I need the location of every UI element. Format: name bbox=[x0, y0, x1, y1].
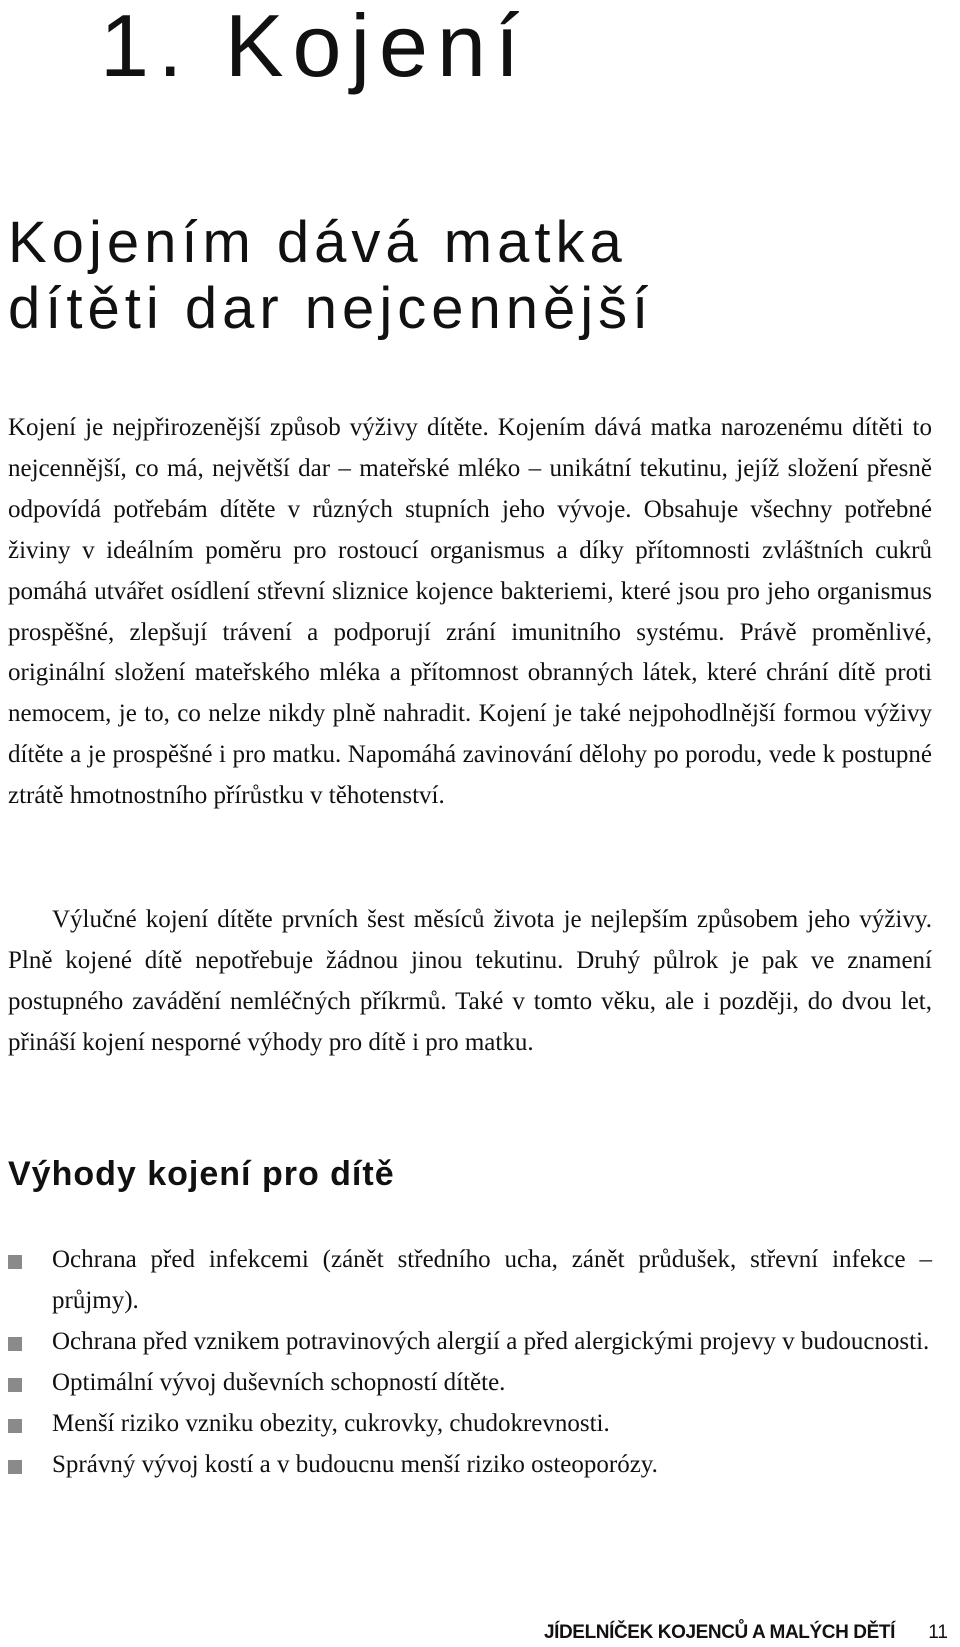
book-title: JÍDELNÍČEK KOJENCŮ A MALÝCH DĚTÍ bbox=[543, 1622, 895, 1643]
section-title bbox=[8, 210, 653, 342]
page-footer bbox=[544, 1621, 948, 1645]
section-title-line-2: dítěti dar nejcennější bbox=[8, 276, 654, 341]
list-item bbox=[8, 1322, 932, 1363]
intro-paragraph: Kojení je nejpřirozenější způsob výživy dítěte. Kojením dává matka narozenému dítěti to nejcennější, co má, největší dar – mateřské mléko – unikátní tekutinu, jejíž složení přesně odpovídá potřebám dítěte v různých stupních jeho vývoje. Obsahuje všechny potřebné živiny v ideálním poměru pro rostoucí organismus a díky přítomnosti zvláštních cukrů pomáhá utvářet osídlení střevní sliznice kojence bakteriemi, které jsou pro jeho organismus prospěšné, zlepšují trávení a podporují zrání imunitního systému. Právě proměnlivé, originální složení mateřského mléka a přítomnost obranných látek, které chrání dítě proti nemocem, je to, co nelze nikdy plně nahradit. Kojení je také nejpohodlnější formou výživy dítěte a je prospěšné i pro matku. Napomáhá zavinování dělohy po porodu, vede k postupné ztrátě hmotnostního přírůstku v těhotenství. bbox=[8, 414, 932, 810]
chapter-title: 1. Kojení bbox=[100, 0, 529, 95]
benefits-list bbox=[8, 1240, 932, 1485]
list-item-text: Optimální vývoj duševních schopností dítěte. bbox=[52, 1368, 506, 1396]
list-item-text: Správný vývoj kostí a v budoucnu menší riziko osteoporózy. bbox=[52, 1450, 658, 1478]
list-item bbox=[8, 1445, 932, 1486]
list-item-text: Ochrana před vznikem potravinových alergií a před alergickými projevy v budoucnosti. bbox=[52, 1327, 930, 1355]
page-number: 11 bbox=[928, 1622, 948, 1643]
list-item bbox=[8, 1240, 932, 1322]
square-bullet-icon bbox=[8, 1337, 22, 1351]
square-bullet-icon bbox=[8, 1255, 22, 1269]
list-item-text: Menší riziko vzniku obezity, cukrovky, chudokrevnosti. bbox=[52, 1409, 610, 1437]
benefits-heading: Výhody kojení pro dítě bbox=[8, 1155, 395, 1193]
square-bullet-icon bbox=[8, 1378, 22, 1392]
list-item bbox=[8, 1363, 932, 1404]
list-item-text: Ochrana před infekcemi (zánět středního ucha, zánět průdušek, střevní infekce – průjmy). bbox=[52, 1246, 932, 1314]
list-item bbox=[8, 1404, 932, 1445]
section-title-line-1: Kojením dává matka bbox=[8, 210, 627, 275]
square-bullet-icon bbox=[8, 1419, 22, 1433]
square-bullet-icon bbox=[8, 1460, 22, 1474]
exclusive-breastfeeding-paragraph: Výlučné kojení dítěte prvních šest měsíců života je nejlepším způsobem jeho výživy. Plně kojené dítě nepotřebuje žádnou jinou tekutinu. Druhý půlrok je pak ve znamení postupného zavádění nemléčných příkrmů. Také v tomto věku, ale i později, do dvou let, přináší kojení nesporné výhody pro dítě i pro matku. bbox=[8, 906, 932, 1056]
